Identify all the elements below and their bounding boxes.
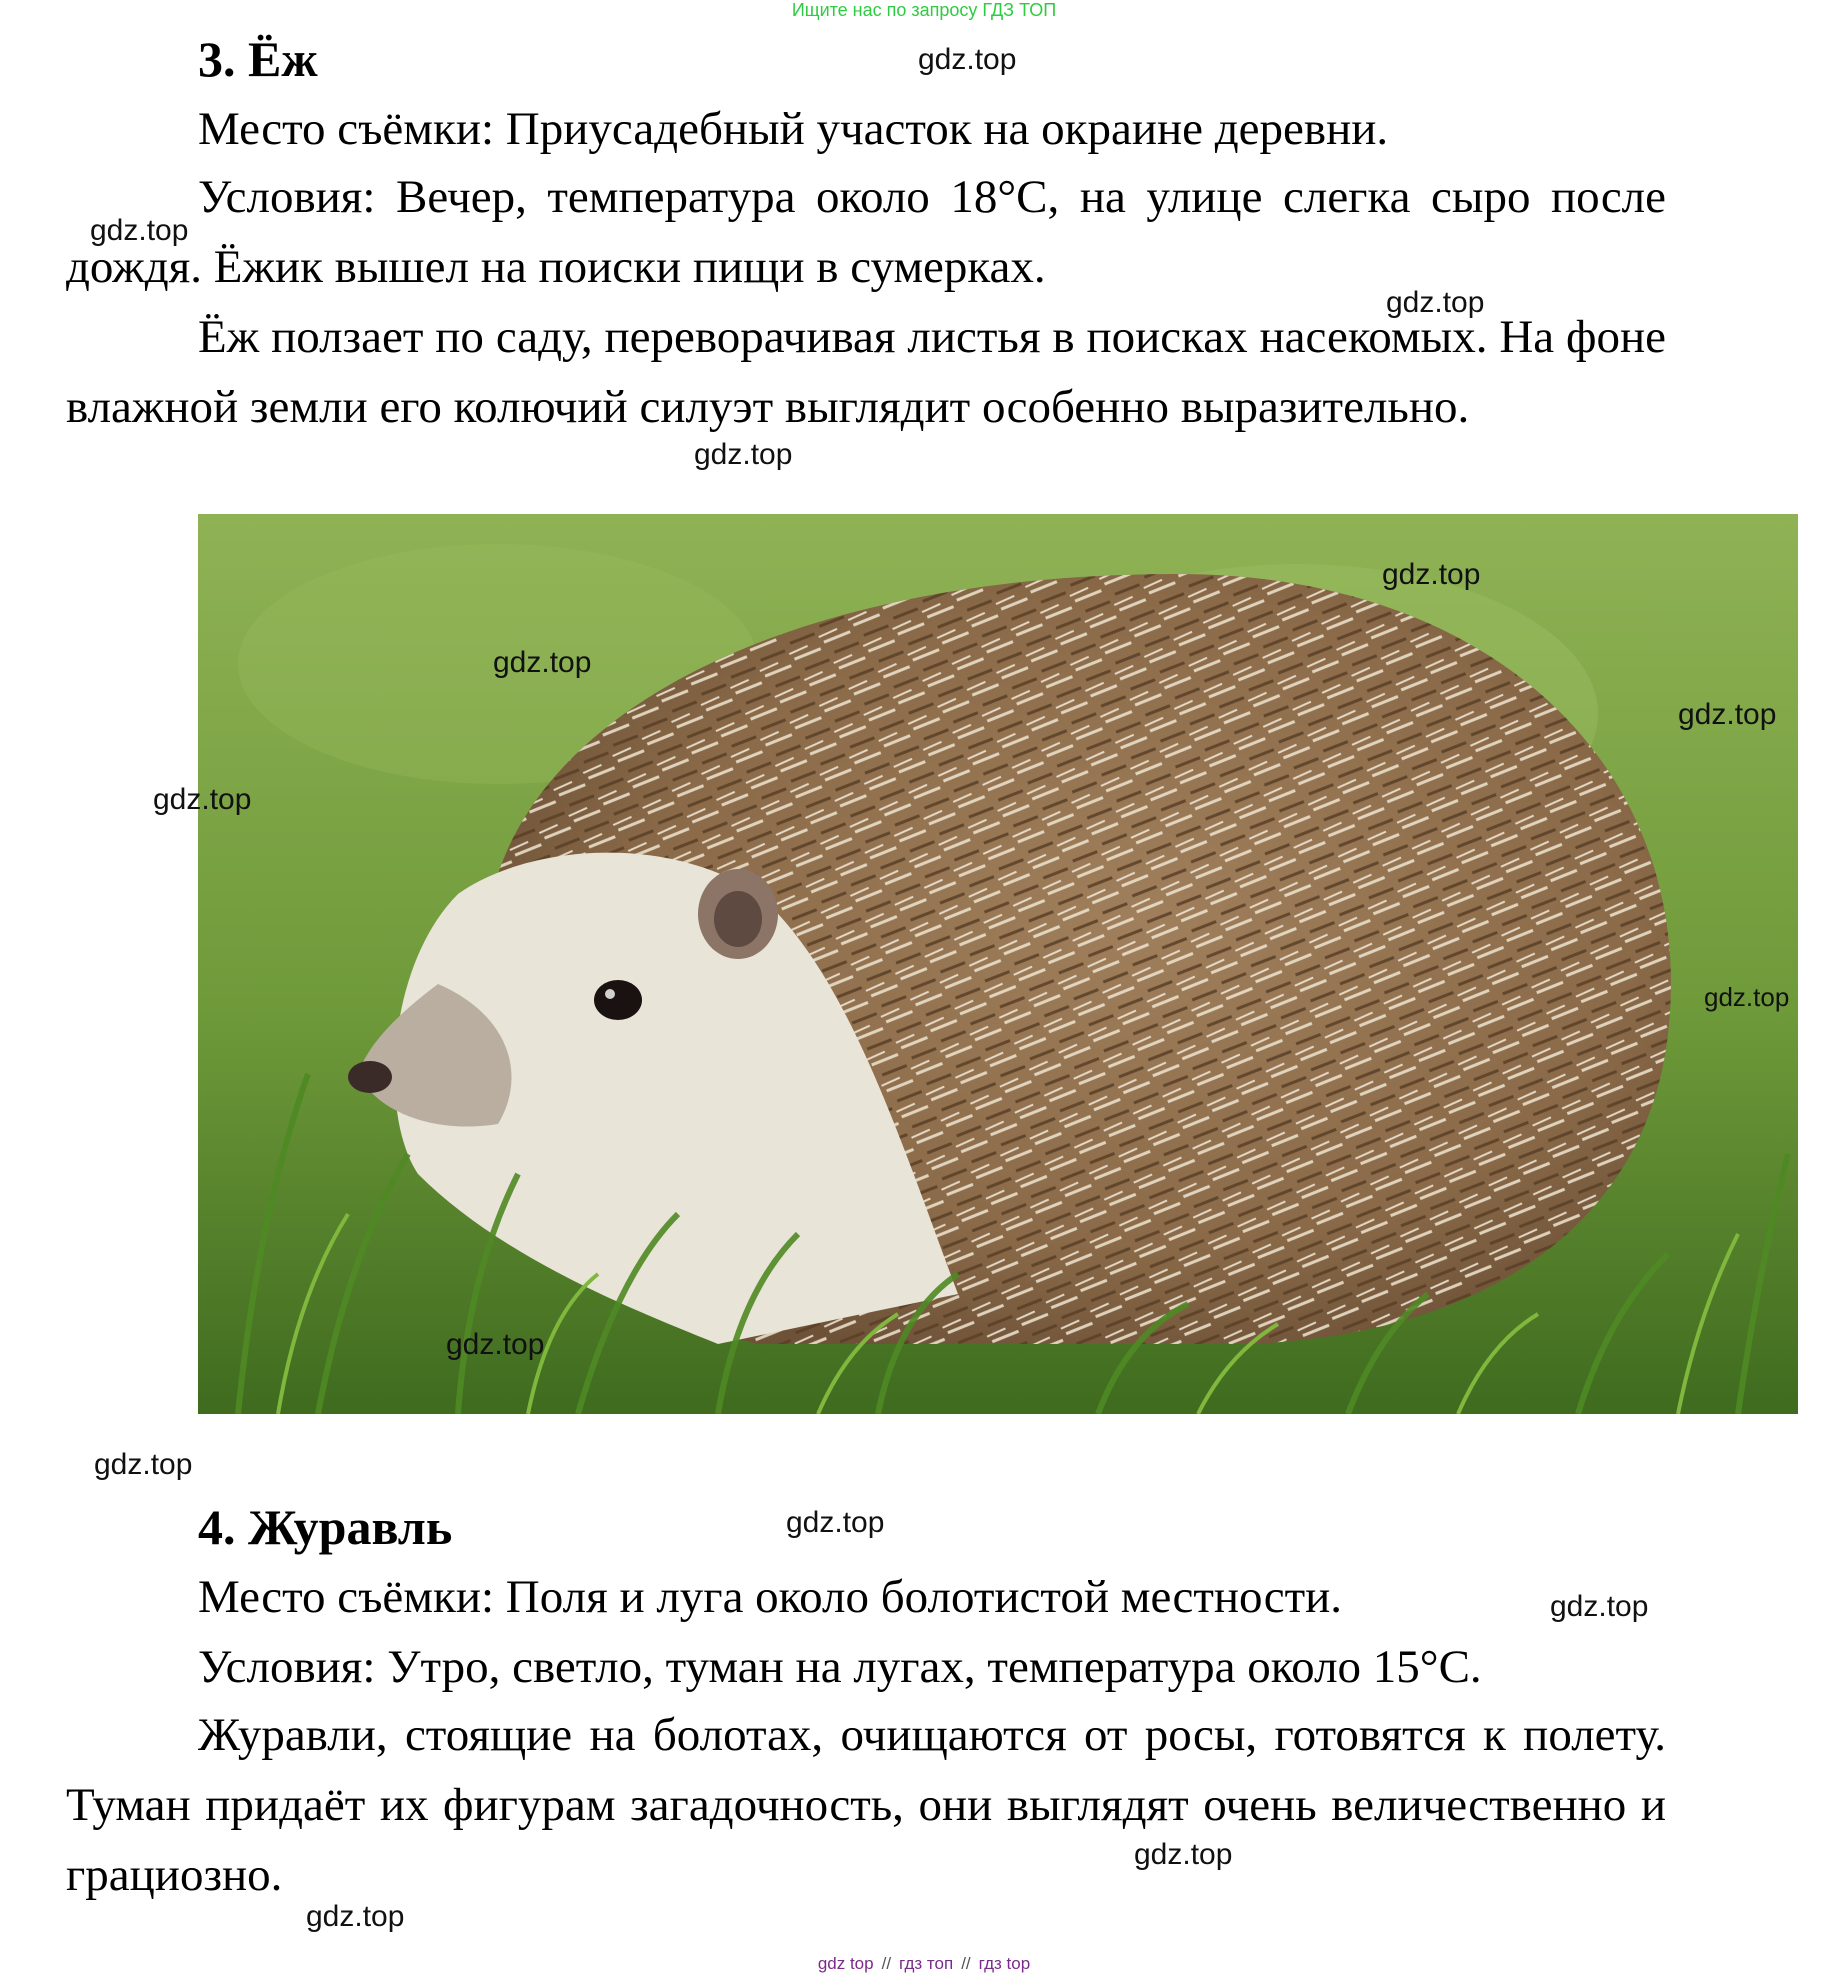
watermark: gdz.top: [918, 43, 1017, 76]
description-hedgehog: Ёж ползает по саду, переворачивая листья в поисках насекомых. На фоне влажной земли его колючий силуэт выглядит особенно выразительно.: [66, 311, 1666, 433]
watermark: gdz.top: [306, 1900, 405, 1933]
hedgehog-photo: [198, 514, 1798, 1414]
footer-link[interactable]: gdz top: [817, 1954, 874, 1973]
description-crane: Журавли, стоящие на болотах, очищаются от росы, готовятся к полету. Туман придаёт их фигурам загадочность, они выглядят очень величественно и грациозно.: [66, 1709, 1666, 1901]
watermark: gdz.top: [1704, 982, 1790, 1012]
footer-separator: //: [881, 1954, 892, 1973]
top-banner: Ищите нас по запросу ГДЗ ТОП: [791, 0, 1057, 20]
watermark: gdz.top: [1678, 698, 1777, 731]
footer-links: [0, 1954, 1848, 1974]
shooting-place-crane: Место съёмки: Поля и луга около болотистой местности.: [198, 1571, 1343, 1623]
watermark: gdz.top: [446, 1328, 545, 1361]
watermark: gdz.top: [694, 438, 793, 471]
watermark: gdz.top: [786, 1506, 885, 1539]
watermark: gdz.top: [1134, 1838, 1233, 1871]
section-heading-crane: 4. Журавль: [198, 1499, 453, 1555]
conditions-crane: Условия: Утро, светло, туман на лугах, температура около 15°C.: [198, 1641, 1482, 1693]
watermark: gdz.top: [1386, 286, 1485, 319]
watermark: gdz.top: [94, 1448, 193, 1481]
footer-separator: //: [961, 1954, 971, 1973]
watermark: gdz.top: [1382, 558, 1481, 591]
watermark: gdz.top: [1550, 1590, 1649, 1623]
watermark: gdz.top: [153, 783, 252, 816]
watermark: gdz.top: [493, 646, 592, 679]
section-heading-hedgehog: 3. Ёж: [198, 31, 318, 87]
footer-link[interactable]: гдз top: [978, 1954, 1031, 1973]
conditions-hedgehog: Условия: Вечер, температура около 18°C, на улице слегка сыро после дождя. Ёжик вышел на поиски пищи в сумерках.: [66, 171, 1666, 293]
shooting-place-hedgehog: Место съёмки: Приусадебный участок на окраине деревни.: [198, 103, 1389, 155]
footer-link[interactable]: гдз топ: [899, 1954, 954, 1973]
watermark: gdz.top: [90, 214, 189, 247]
